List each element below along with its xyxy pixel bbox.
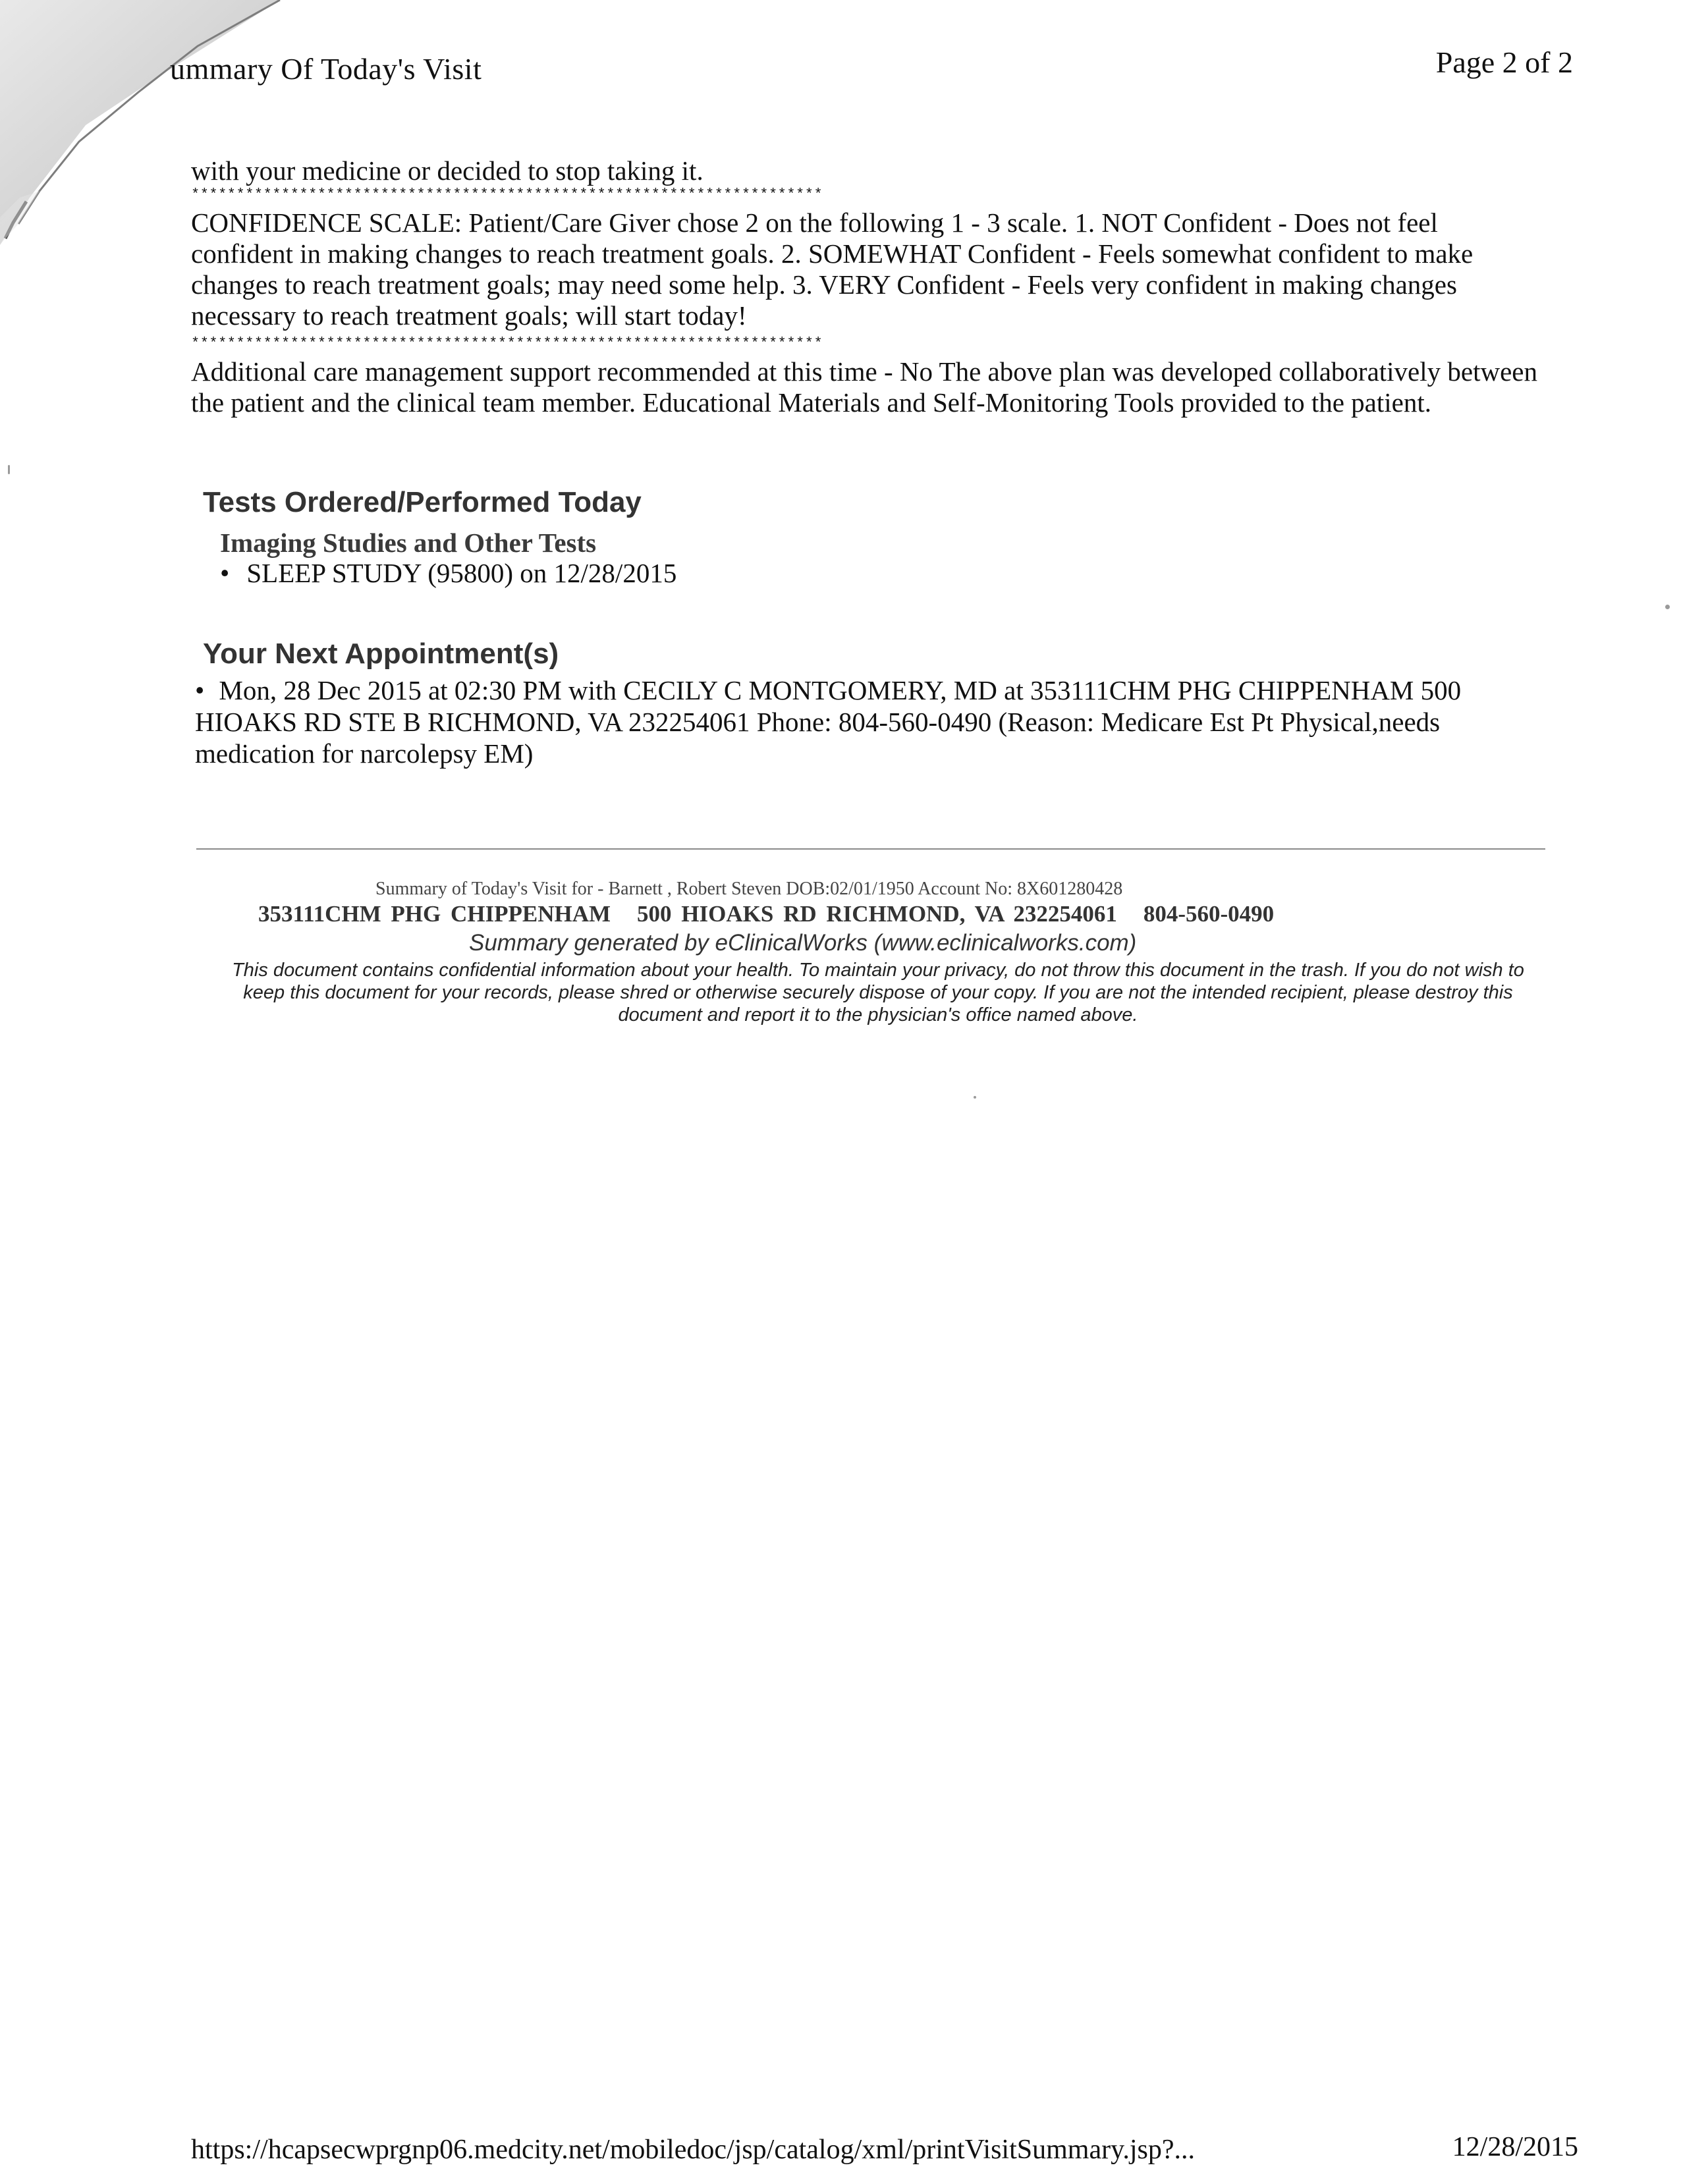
print-date: 12/28/2015 (1452, 2132, 1578, 2162)
scan-speck (8, 465, 10, 474)
generated-by-line: Summary generated by eClinicalWorks (www.eclinicalworks.com) (469, 930, 1137, 956)
bullet-icon: • (195, 675, 205, 705)
asterisk-divider: ********************************************************************** (191, 337, 823, 351)
practice-phone: 804-560-0490 (1143, 901, 1275, 927)
appointments-heading: Your Next Appointment(s) (203, 638, 559, 670)
additional-care-text: Additional care management support recommended at this time - No The above plan was developed collaboratively between the patient and the clinical team member. Educational Materials and Self-Monitoring Tools provided to the patient. (191, 356, 1537, 418)
bullet-icon: • (220, 558, 230, 588)
list-item (220, 557, 676, 589)
footer-divider (196, 848, 1545, 850)
print-url: https://hcapsecwprgnp06.medcity.net/mobiledoc/jsp/catalog/xml/printVisitSummary.jsp?... (191, 2135, 1196, 2165)
practice-name: 353111CHM PHG CHIPPENHAM (258, 901, 611, 927)
imaging-subheading: Imaging Studies and Other Tests (220, 528, 597, 558)
practice-address: 500 HIOAKS RD RICHMOND, VA 232254061 (637, 901, 1117, 927)
confidence-scale-text: CONFIDENCE SCALE: Patient/Care Giver chose 2 on the following 1 - 3 scale. 1. NOT Confident - Does not feel confident in making changes to reach treatment goals. 2. SOMEWHAT Confident - Feels somewhat confident to make changes to reach treatment goals; may need some help. 3. VERY Confident - Feels very confident in making changes necessary to reach treatment goals; will start today! (191, 207, 1474, 331)
list-item (195, 674, 1532, 769)
appointment-text: Mon, 28 Dec 2015 at 02:30 PM with CECILY C MONTGOMERY, MD at 353111CHM PHG CHIPPENHAM 500 HIOAKS RD STE B RICHMOND, VA 232254061 Phone: 804-560-0490 (Reason: Medicare Est Pt Physical,needs medication for narcolepsy EM) (195, 675, 1462, 769)
privacy-notice: This document contains confidential information about your health. To maintain your privacy, do not throw this document in the trash. If you do not wish to keep this document for your records, please shred or otherwise securely dispose of your copy. If you are not the intended recipient, please destroy this document and report it to the physician's office named above. (232, 960, 1524, 1025)
patient-summary-line: Summary of Today's Visit for - Barnett , Robert Steven DOB:02/01/1950 Account No: 8X601280428 (375, 879, 1123, 899)
page-number: Page 2 of 2 (1435, 45, 1573, 79)
continuation-text: with your medicine or decided to stop taking it. (191, 155, 703, 186)
tests-heading: Tests Ordered/Performed Today (203, 486, 642, 518)
plan-body (191, 155, 1541, 418)
scan-speck (974, 1096, 976, 1099)
test-item-text: SLEEP STUDY (95800) on 12/28/2015 (246, 558, 677, 588)
asterisk-divider: ********************************************************************** (191, 188, 823, 202)
page-header-title: ummary Of Today's Visit (170, 52, 482, 86)
scan-speck (1665, 605, 1670, 609)
practice-info (258, 901, 1274, 927)
